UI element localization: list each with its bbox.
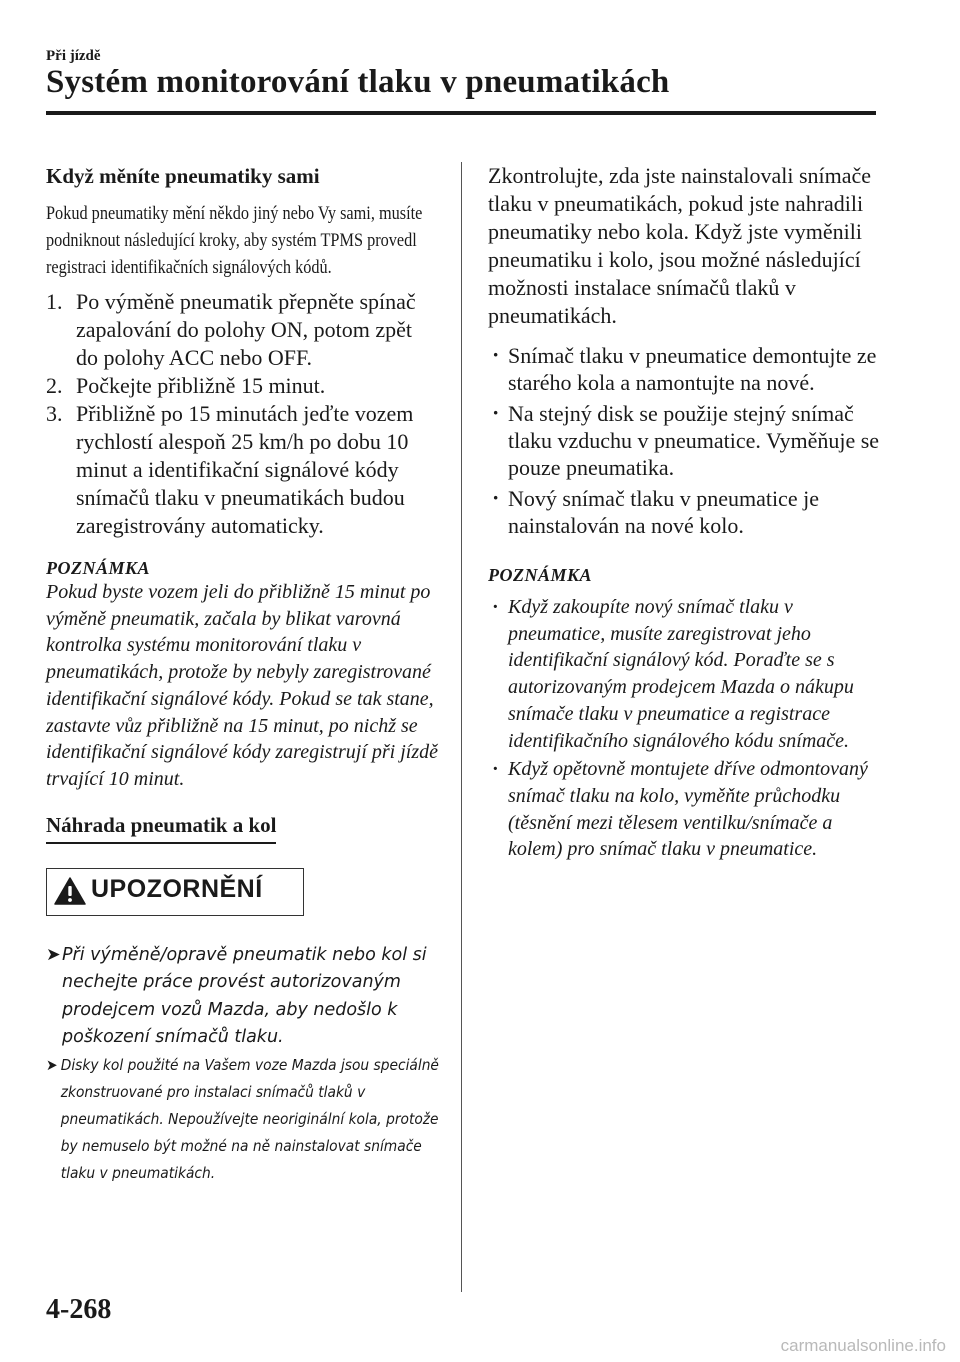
- list-item: [46, 400, 438, 540]
- list-item: [488, 342, 888, 396]
- note-text: Když zakoupíte nový snímač tlaku v pneumatice, musíte zaregistrovat jeho identifikační signálový kód. Poraďte se s autorizovaným prodejcem Mazda o nákupu snímače tlaku v pneumatice a registrace identifikačního signálového kódu snímače.: [508, 596, 854, 752]
- column-divider: [461, 162, 462, 1292]
- list-item: [46, 288, 438, 372]
- list-item: [46, 1052, 450, 1187]
- note-list: [488, 594, 888, 863]
- bullet-text: Snímač tlaku v pneumatice demontujte ze starého kola a namontujte na nové.: [508, 343, 877, 395]
- page-title: Systém monitorování tlaku v pneumatikách: [46, 64, 670, 100]
- bullet-dot-icon: ·: [492, 596, 499, 618]
- options-list: [488, 342, 888, 539]
- caution-list: [46, 942, 438, 1187]
- warning-triangle-icon: [54, 877, 86, 905]
- list-item: [488, 400, 888, 481]
- caution-text: Disky kol použité na Vašem voze Mazda jsou speciálně zkonstruované pro instalaci snímačů tlaků v pneumatikách. Nepoužívejte neoriginální kola, protože by nemuselo být možné na ně nainstalovat snímače tlaku v pneumatikách.: [60, 1055, 439, 1182]
- bullet-dot-icon: ·: [492, 758, 499, 781]
- steps-list: [46, 288, 438, 540]
- step-text: Přibližně po 15 minutách jeďte vozem rychlostí alespoň 25 km/h po dobu 10 minut a identifikační signálové kódy snímačů tlaku v pneumatikách budou zaregistrovány automaticky.: [76, 401, 414, 538]
- step-number: 2.: [46, 373, 63, 398]
- note-heading: POZNÁMKA: [46, 558, 151, 578]
- bullet-text: Nový snímač tlaku v pneumatice je nainstalován na nové kolo.: [508, 486, 819, 538]
- step-number: 1.: [46, 289, 63, 314]
- page-number: 4-268: [46, 1294, 112, 1325]
- bullet-dot-icon: ·: [492, 342, 500, 367]
- arrowhead-right-icon: ➤: [46, 1055, 58, 1074]
- chapter-label: Při jízdě: [46, 48, 101, 64]
- step-text: Po výměně pneumatik přepněte spínač zapalování do polohy ON, potom zpět do polohy ACC nebo OFF.: [76, 289, 416, 370]
- intro-paragraph: Zkontrolujte, zda jste nainstalovali snímače tlaku v pneumatikách, pokud jste nahradili pneumatiky nebo kola. Když jste vyměnili pneumatiku i kolo, jsou možné následující možnosti instalace snímačů tlaků v pneumatikách.: [488, 163, 872, 328]
- list-item: [488, 485, 888, 539]
- note-heading: POZNÁMKA: [488, 565, 593, 585]
- title-rule: [46, 111, 876, 115]
- subheading: Když měníte pneumatiky sami: [46, 164, 320, 188]
- note-text: Pokud byste vozem jeli do přibližně 15 minut po výměně pneumatik, začala by blikat varovná kontrolka systému monitorování tlaku v pneumatikách, protože by nebyly zaregistrované identifikační signálové kódy. Pokud se tak stane, zastavte vůz přibližně na 15 minut, po nichž se identifikační signálové kódy zaregistrují při jízdě trvající 10 minut.: [46, 581, 438, 790]
- step-text: Počkejte přibližně 15 minut.: [76, 373, 326, 398]
- bullet-text: Na stejný disk se použije stejný snímač tlaku vzduchu v pneumatice. Vyměňuje se pouze pneumatika.: [508, 401, 880, 480]
- list-item: [488, 594, 888, 754]
- intro-paragraph: Pokud pneumatiky mění někdo jiný nebo Vy sami, musíte podniknout následující kroky, aby systém TPMS provedl registraci identifikačních signálových kódů.: [46, 204, 423, 278]
- bullet-dot-icon: ·: [492, 485, 500, 510]
- caution-label: UPOZORNĚNÍ: [91, 874, 263, 903]
- caution-text: Při výměně/opravě pneumatik nebo kol si nechejte práce provést autorizovaným prodejcem vozů Mazda, aby nedošlo k poškození snímačů tlaku.: [62, 944, 427, 1048]
- watermark: carmanualsonline.info: [780, 1336, 946, 1355]
- list-item: [46, 942, 438, 1052]
- arrowhead-right-icon: ➤: [46, 944, 61, 965]
- note-text: Když opětovně montujete dříve odmontovaný snímač tlaku na kolo, vyměňte průchodku (těsnění mezi tělesem ventilku/snímače a kolem) pro snímač tlaku v pneumatice.: [508, 758, 868, 861]
- left-column: [46, 162, 438, 1187]
- caution-box: [46, 868, 304, 916]
- section-heading: Náhrada pneumatik a kol: [46, 813, 276, 844]
- bullet-dot-icon: ·: [492, 400, 500, 425]
- right-column: [488, 162, 888, 865]
- step-number: 3.: [46, 401, 63, 426]
- list-item: [488, 756, 888, 863]
- list-item: [46, 372, 438, 400]
